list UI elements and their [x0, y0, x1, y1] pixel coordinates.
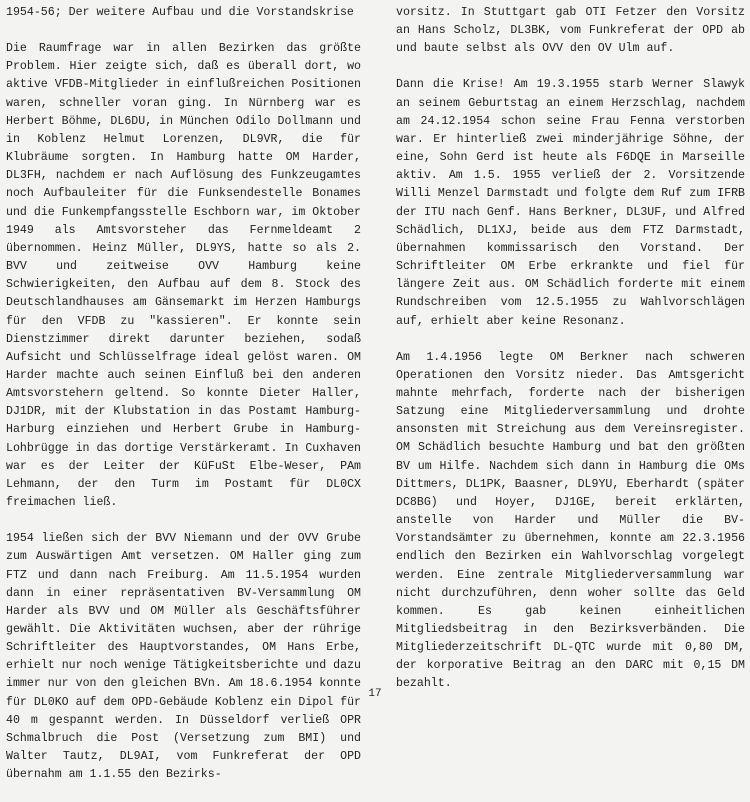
left-column	[6, 4, 361, 802]
paragraph-crisis: Dann die Krise! Am 19.3.1955 starb Werner Slawyk an seinem Geburtstag an einem Herzschlag, nachdem am 24.12.1954 schon seine Frau Fenna verstorben war. Er hinterließ zwei minderjährige Söhne, der eine, Sohn Gerd ist heute als F6DQE in Marseille aktiv. Am 1.5. 1955 verließ der 2. Vorsitzende Willi Menzel Darmstadt und folgte dem Ruf zum IFRB der ITU nach Genf. Hans Berkner, DL3UF, und Alfred Schädlich, DL1XJ, beide aus dem FTZ Darmstadt, übernahmen kommissarisch den Vorstand. Der Schriftleiter OM Erbe erkrankte und fiel für längere Zeit aus. OM Schädlich forderte mit einem Rundschreiben vom 12.5.1955 zu Wahlvorschlägen auf, erhielt aber keine Resonanz.	[396, 78, 745, 328]
paragraph-1956-election: Am 1.4.1956 legte OM Berkner nach schweren Operationen den Vorsitz nieder. Das Amtsgericht mahnte mehrfach, forderte nach der bisherigen Satzung eine Mitgliederversammlung und drohte ansonsten mit Streichung aus dem Vereinsregister. OM Schädlich besuchte Hamburg und bat den größten BV um Hilfe. Nachdem sich dann in Hamburg die OMs Dittmers, DL1PK, Baasner, DL9YU, Eberhardt (später DC8BG) und Hoyer, DJ1GE, bereit erklärten, anstelle von Harder und Müller die BV-Vorstandsämter zu übernehmen, konnte am 22.3.1956 endlich den Bezirken ein Wahlvorschlag vorgelegt werden. Eine zentrale Mitgliederversammlung war nicht durchzuführen, denn woher sollte das Geld kommen. Es gab keinen einheitlichen Mitgliedsbeitrag in den Bezirksverbänden. Die Mitgliederzeitschrift DL-QTC wurde mit 0,80 DM, der korporative Beitrag an den DARC mit 0,15 DM bezahlt.	[396, 350, 745, 691]
section-heading: 1954-56; Der weitere Aufbau und die Vorstandskrise	[6, 6, 354, 19]
right-column	[396, 4, 745, 712]
paragraph-continuation: vorsitz. In Stuttgart gab OTI Fetzer den Vorsitz an Hans Scholz, DL3BK, vom Funkreferat der OPD ab und baute selbst als OVV den OV Ulm auf.	[396, 6, 745, 56]
paragraph-1954-changes: 1954 ließen sich der BVV Niemann und der OVV Grube zum Auswärtigen Amt versetzen. OM Haller ging zum FTZ und dann nach Freiburg. Am 11.5.1954 wurden dann in einer repräsentativen BV-Versammlung OM Harder als BVV und OM Müller als Geschäftsführer gewählt. Die Aktivitäten wuchsen, aber der rührige Schriftleiter des Hauptvorstandes, OM Hans Erbe, erhielt nur noch wenige Tätigkeitsberichte und dazu immer nur von den gleichen BVn. Am 18.6.1954 konnte für DL0KO auf dem OPD-Gebäude Koblenz ein Dipol für 40 m gespannt werden. In Düsseldorf verließ OPR Schmalbruch die Post (Versetzung zum BMI) und Walter Tautz, DL9AI, vom Funkreferat der OPD übernahm am 1.1.55 den Bezirks-	[6, 532, 361, 782]
paragraph-room-question: Die Raumfrage war in allen Bezirken das größte Problem. Hier zeigte sich, daß es überall dort, wo aktive VFDB-Mitglieder in einflußreichen Positionen waren, schneller voran ging. In Nürnberg war es Herbert Böhme, DL6DU, in München Odilo Dollmann und in Koblenz Helmut Lorenzen, DL9VR, die für Klubräume sorgten. In Hamburg hatte OM Harder, DL3FH, nachdem er nach Auflösung des Funkzeugamtes noch Aufbauleiter für die Funksendestelle Bonames und die Funkempfangsstelle Eschborn war, im Oktober 1949 als Amtsvorsteher das Fernmeldeamt 2 übernommen. Heinz Müller, DL9YS, hatte so als 2. BVV und zeitweise OVV Hamburg keine Schwierigkeiten, den Aufbau auf dem 8. Stock des Deutschlandhauses am Gänsemarkt im Herzen Hamburgs für den VFDB zu "kassieren". Er konnte sein Dienstzimmer direkt darunter beziehen, sodaß Aufsicht und Schlüsselfrage ideal gelöst waren. OM Harder machte auch seinen Einfluß bei den anderen Amtsvorstehern geltend. So konnte Dieter Haller, DJ1DR, mit der Klubstation in das Postamt Hamburg-Harburg einziehen und Herbert Grube in Hamburg-Lohbrügge in das dortige Verstärkeramt. In Cuxhaven war es der Leiter der KüFuSt Elbe-Weser, PAm Lehmann, der den Turm im Postamt für DL0CX freimachen ließ.	[6, 42, 361, 510]
page-number: 17	[368, 688, 382, 700]
